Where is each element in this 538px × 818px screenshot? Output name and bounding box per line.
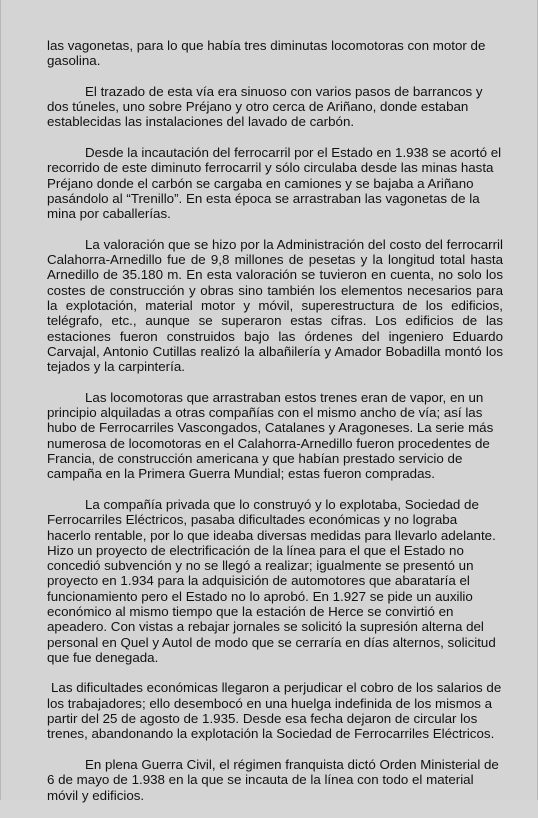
paragraph-6: La compañía privada que lo construyó y lo explotaba, Sociedad de Ferrocarriles Eléctricos, pasaba dificultades económicas y no lograba hacerlo rentable, por lo que ideaba diversas medidas para llevarlo adelante. Hizo un proyecto de electrificación de la línea para el que el Estado no concedió subvención y no se llegó a realizar; igualmente se presentó un proyecto en 1.934 para la adquisición de automotores que abarataría el funcionamiento pero el Estado no lo aprobó. En 1.927 se pide un auxilio económico al mismo tiempo que la estación de Herce se convirtió en apeadero. Con vistas a rebajar jornales se solicitó la supresión alterna del personal en Quel y Autol de modo que se cerraría en días alternos, solicitud que fue denegada.	[47, 496, 500, 665]
document-body	[47, 38, 507, 818]
paragraph-1: las vagonetas, para lo que había tres diminutas locomotoras con motor de gasolina.	[47, 38, 490, 69]
paragraph-2: El trazado de esta vía era sinuoso con varios pasos de barrancos y dos túneles, uno sobre Préjano y otro cerca de Ariñano, donde estaban establecidas las instalaciones del lavado de carbón.	[47, 83, 487, 130]
paragraph-3: Desde la incautación del ferrocarril por el Estado en 1.938 se acortó el recorrido de este diminuto ferrocarril y sólo circulaba desde las minas hasta Préjano donde el carbón se cargaba en camiones y se bajaba a Ariñano pasándolo al “Trenillo”. En esta época se arrastraban las vagonetas de la mina por caballerías.	[47, 145, 505, 222]
paragraph-8: En plena Guerra Civil, el régimen franquista dictó Orden Ministerial de 6 de mayo de 1.938 en la que se incauta de la línea con todo el material móvil y edificios.	[47, 756, 503, 803]
paragraph-7: Las dificultades económicas llegaron a perjudicar el cobro de los salarios de los trabajadores; ello desembocó en una huelga indefinida de los mismos a partir del 25 de agosto de 1.935. Desde esa fecha dejaron de circular los trenes, abandonando la explotación la Sociedad de Ferrocarriles Eléctricos.	[47, 680, 505, 742]
paragraph-4: La valoración que se hizo por la Administración del costo del ferrocarril Calahorra-Arnedillo fue de 9,8 millones de pesetas y la longitud total hasta Arnedillo de 35.180 m. En esta valoración se tuvieron en cuenta, no solo los costes de construcción y obras sino también los elementos necesarios para la explotación, material motor y móvil, superestructura de los edificios, telégrafo, etc., aunque se superaron estas cifras. Los edificios de las estaciones fueron construidos bajo las órdenes del ingeniero Eduardo Carvajal, Antonio Cutillas realizó la albañilería y Amador Bobadilla montó los tejados y la carpintería.	[47, 236, 507, 375]
paragraph-5: Las locomotoras que arrastraban estos trenes eran de vapor, en un principio alquiladas a otras compañías con el mismo ancho de vía; así las hubo de Ferrocarriles Vascongados, Catalanes y Aragoneses. La serie más numerosa de locomotoras en el Calahorra-Arnedillo fueron procedentes de Francia, de construcción americana y que habían prestado servicio de campaña en la Primera Guerra Mundial; estas fueron compradas.	[47, 389, 497, 482]
